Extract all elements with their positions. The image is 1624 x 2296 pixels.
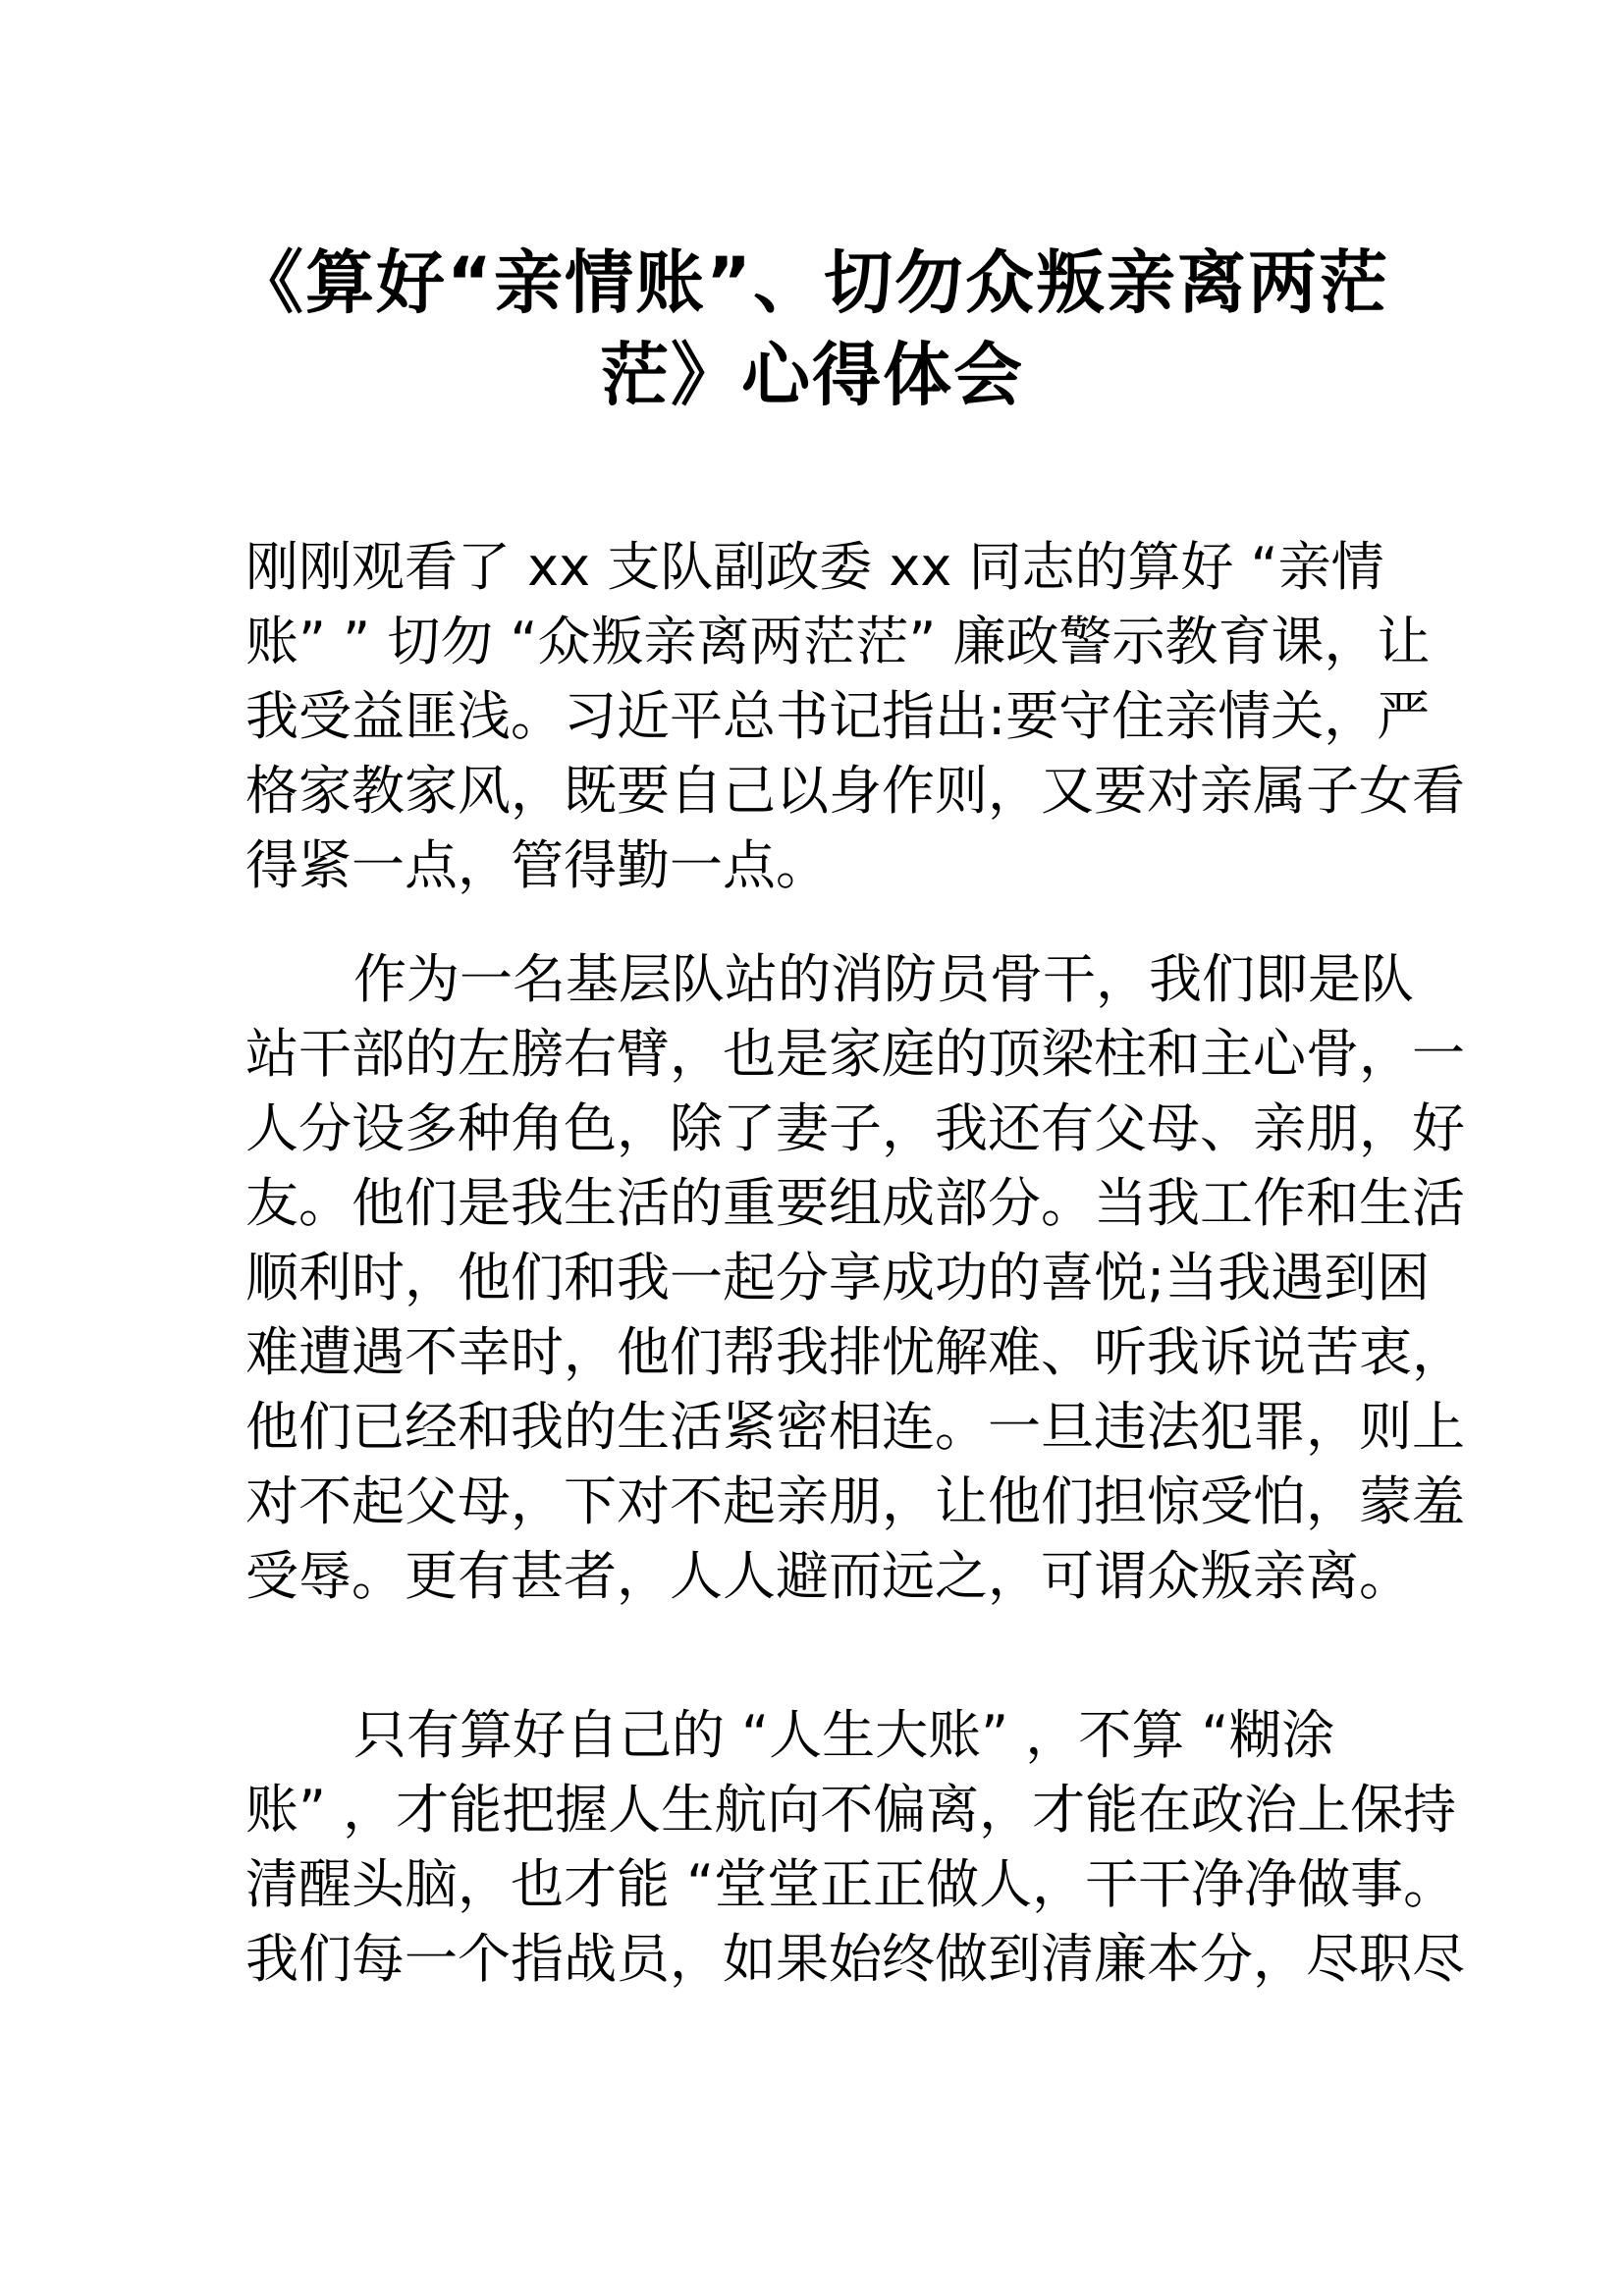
body-line-16: 账” ，才能把握人生航向不偏离，才能在政治上保持: [245, 1779, 1457, 1841]
body-line-11: 难遭遇不幸时，他们帮我排忧解难、听我诉说苦衷，: [245, 1321, 1465, 1383]
document-title-line-2: 茫》心得体会: [600, 335, 1024, 415]
body-line-6: 作为一名基层队站的消防员骨干，我们即是队: [353, 948, 1414, 1010]
body-line-18: 我们每一个指战员，如果始终做到清廉本分，尽职尽: [245, 1928, 1465, 1990]
body-line-14: 受辱。更有甚者，人人避而远之，可谓众叛亲离。: [245, 1545, 1412, 1607]
body-line-7: 站干部的左膀右臂，也是家庭的顶梁柱和主心骨，一: [245, 1023, 1465, 1085]
body-line-5: 得紧一点，管得勤一点。: [245, 834, 829, 896]
body-line-17: 清醒头脑，也才能 “堂堂正正做人，干干净净做事。: [245, 1853, 1457, 1915]
body-line-1: 刚刚观看了 xx 支队副政委 xx 同志的算好 “亲情: [245, 536, 1384, 598]
body-line-4: 格家教家风，既要自己以身作则，又要对亲属子女看: [245, 760, 1465, 822]
body-line-13: 对不起父母，下对不起亲朋，让他们担惊受怕，蒙羞: [245, 1470, 1465, 1532]
document-title-line-1: 《算好“亲情账”、切勿众叛亲离两茫: [234, 242, 1389, 323]
body-line-12: 他们已经和我的生活紧密相连。一旦违法犯罪，则上: [245, 1396, 1465, 1458]
body-line-9: 友。他们是我生活的重要组成部分。当我工作和生活: [245, 1172, 1465, 1234]
body-line-15: 只有算好自己的 “人生大账” ，不算 “糊涂: [353, 1704, 1335, 1766]
body-line-2: 账” ” 切勿 “众叛亲离两茫茫” 廉政警示教育课，让: [245, 611, 1431, 672]
body-line-3: 我受益匪浅。习近平总书记指出:要守住亲情关，严: [245, 685, 1431, 747]
body-line-8: 人分设多种角色，除了妻子，我还有父母、亲朋，好: [245, 1097, 1465, 1159]
body-line-10: 顺利时，他们和我一起分享成功的喜悦;当我遇到困: [245, 1247, 1431, 1308]
